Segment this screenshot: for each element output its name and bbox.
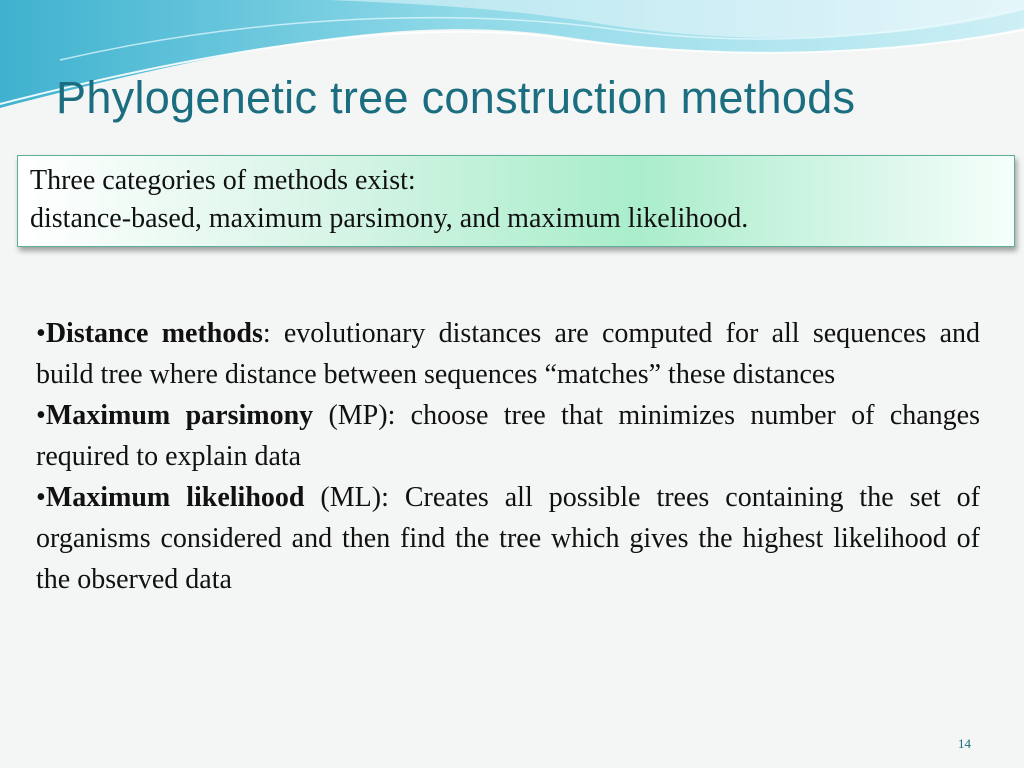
bullet-maximum-parsimony: [36, 395, 980, 477]
bullet-list: [36, 313, 980, 600]
bullet-distance-methods: [36, 313, 980, 395]
bullet-maximum-likelihood: [36, 477, 980, 600]
bullet-term: Maximum parsimony: [45, 400, 314, 431]
bullet-text: (ML): Creates all possible trees containing the set of organisms considered and then find the tree which gives the highest likelihood of the observed data: [36, 482, 980, 595]
slide-title: Phylogenetic tree construction methods: [56, 72, 856, 123]
bullet-term: Maximum likelihood: [45, 482, 305, 513]
callout-line-2: distance-based, maximum parsimony, and maximum likelihood.: [30, 203, 749, 234]
bullet-text: (MP): choose tree that minimizes number of changes required to explain data: [36, 400, 981, 472]
callout-line-1: Three categories of methods exist:: [30, 165, 416, 196]
bullet-marker: •: [36, 400, 46, 431]
slide-page-number: 14: [958, 736, 971, 751]
bullet-marker: •: [36, 482, 46, 513]
bullet-marker: •: [36, 318, 46, 349]
summary-callout-box: [17, 155, 1015, 247]
bullet-term: Distance methods: [45, 318, 263, 349]
bullet-text: : evolutionary distances are computed for all sequences and build tree where distance between sequences “matches” these distances: [36, 318, 981, 390]
